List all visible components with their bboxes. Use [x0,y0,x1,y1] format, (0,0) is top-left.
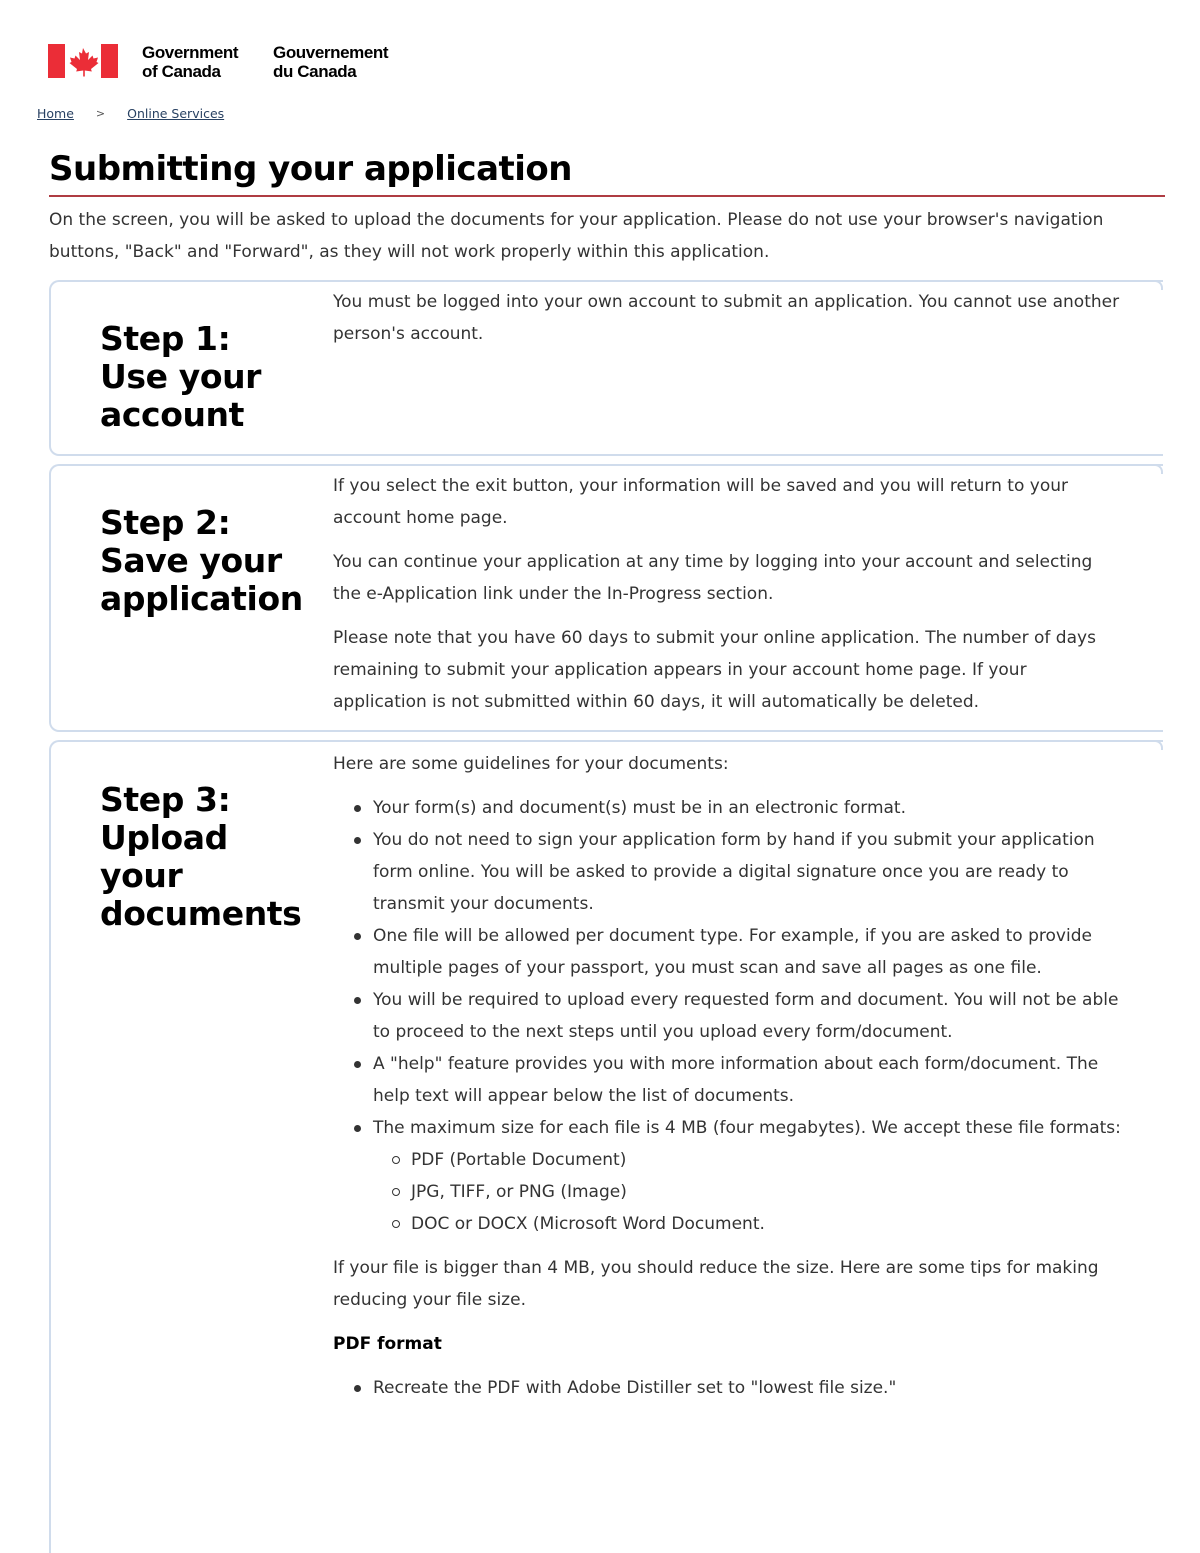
file-formats-list [373,1144,1123,1240]
list-item: JPG, TIFF, or PNG (Image) [373,1176,1123,1208]
list-item: One file will be allowed per document type. For example, if you are asked to provide multiple pages of your passport, you must scan and save all pages as one file. [333,920,1123,984]
pdf-tips-list [333,1372,1123,1404]
step-1-heading: Step 1: Use your account [100,319,262,434]
list-item: Your form(s) and document(s) must be in an electronic format. [333,792,1123,824]
step-2-paragraph: You can continue your application at any time by logging into your account and selecting the e-Application link under the In-Progress section. [333,552,1093,604]
step-2-body [333,470,1123,730]
list-item: DOC or DOCX (Microsoft Word Document. [373,1208,1123,1240]
list-item: You will be required to upload every requested form and document. You will not be able to proceed to the next steps until you upload every form/document. [333,984,1123,1048]
pdf-format-heading: PDF format [333,1334,442,1354]
page-intro: On the screen, you will be asked to upload the documents for your application. Please do not use your browser's navigation buttons, "Back" and "Forward", as they will not work properly within this application. [49,210,1104,262]
step-1-body [333,286,1123,362]
list-item: PDF (Portable Document) [373,1144,1123,1176]
step-1-paragraph: You must be logged into your own account to submit an application. You cannot use another person's account. [333,292,1120,344]
list-item: You do not need to sign your application form by hand if you submit your application form online. You will be asked to provide a digital signature once you are ready to transmit your documents. [333,824,1123,920]
step-3-intro: Here are some guidelines for your documents: [333,754,729,774]
step-1-panel [49,280,1163,456]
list-item: A "help" feature provides you with more information about each form/document. The help text will appear below the list of documents. [333,1048,1123,1112]
step-3-body [333,748,1123,1416]
guidelines-list [333,792,1123,1240]
step-2-paragraph: If you select the exit button, your information will be saved and you will return to your account home page. [333,476,1069,528]
list-item: Recreate the PDF with Adobe Distiller set to "lowest file size." [333,1372,1123,1404]
breadcrumb-separator: > [95,107,106,120]
government-of-canada-wordmark: Government of Canada [142,43,239,81]
gouvernement-du-canada-wordmark: Gouvernement du Canada [273,43,389,81]
size-tip: If your file is bigger than 4 MB, you should reduce the size. Here are some tips for making reducing your file size. [333,1258,1099,1310]
step-2-heading: Step 2: Save your application [100,503,303,618]
breadcrumb-online-services-link[interactable]: Online Services [127,106,225,121]
step-3-heading: Step 3: Upload your documents [100,780,302,933]
breadcrumb-home-link[interactable]: Home [37,106,74,121]
step-3-panel [49,740,1163,1553]
page-title: Submitting your application [49,149,572,189]
title-rule [49,195,1165,197]
step-2-panel [49,464,1163,732]
breadcrumb [37,106,224,121]
file-size-text: The maximum size for each file is 4 MB (four megabytes). We accept these file formats: [373,1118,1121,1138]
step-2-paragraph: Please note that you have 60 days to submit your online application. The number of days remaining to submit your application appears in your account home page. If your application is not submitted within 60 days, it will automatically be deleted. [333,628,1096,712]
canada-flag-icon [48,44,118,78]
list-item [333,1112,1123,1240]
